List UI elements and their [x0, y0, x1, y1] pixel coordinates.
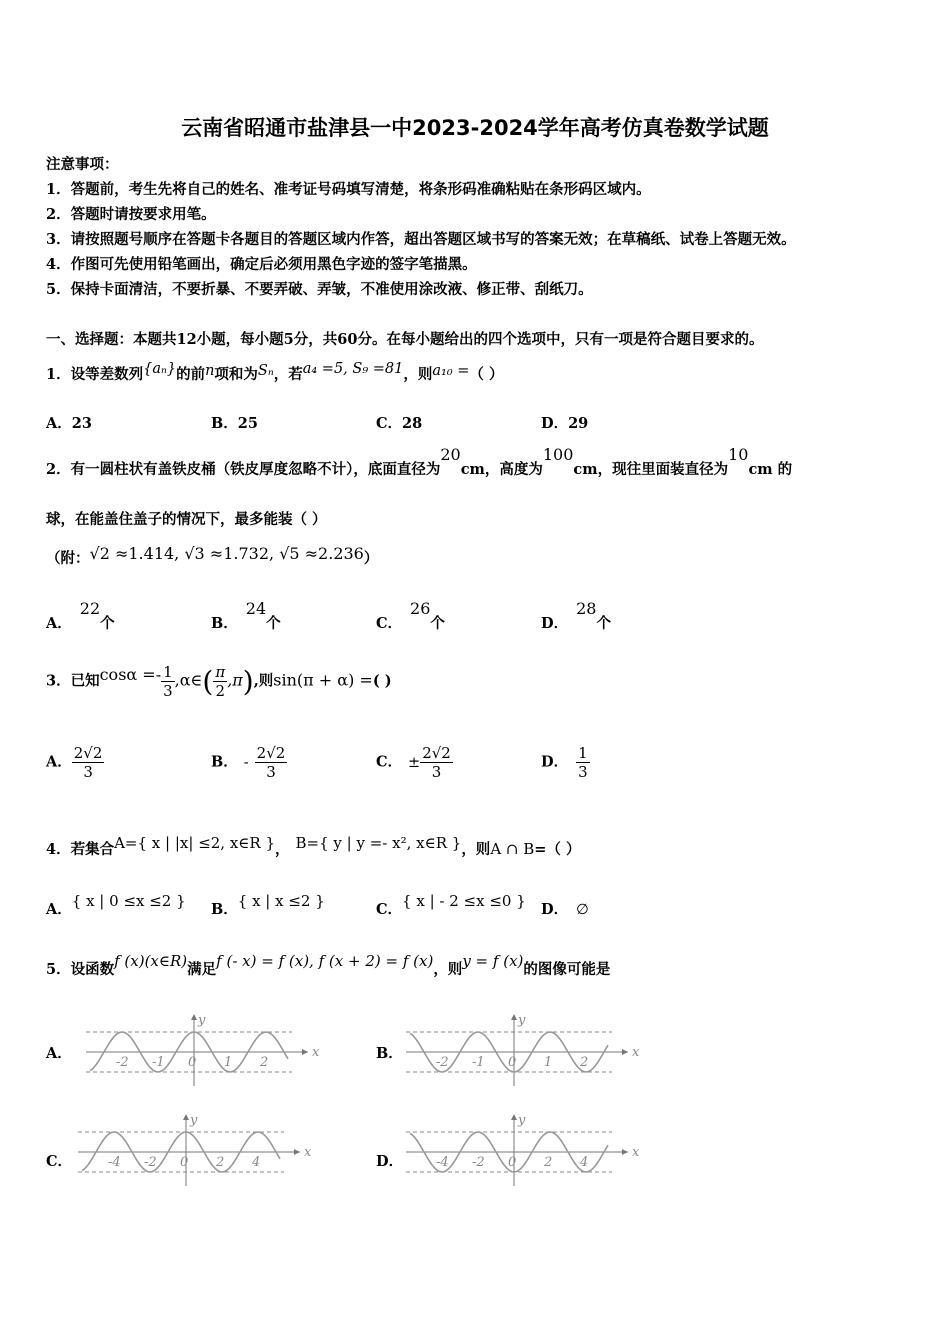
q5-graph-d[interactable]	[402, 1112, 642, 1190]
q4-text: ，	[275, 841, 290, 858]
question-2	[46, 445, 793, 479]
question-4	[46, 834, 581, 859]
question-2-line2: 球，在能盖住盖子的情况下，最多能装（ ）	[46, 511, 327, 528]
q3-math: cosα =-	[99, 664, 162, 684]
fraction-denominator: 3	[578, 763, 588, 781]
q3-option-a[interactable]	[46, 744, 104, 781]
note-item: 1．答题前，考生先将自己的姓名、准考证号码填写清楚，将条形码准确粘贴在条形码区域内。	[46, 181, 651, 198]
q1-option-d[interactable]	[541, 412, 588, 433]
option-value: 24	[245, 599, 267, 618]
q2-value: 20	[440, 445, 461, 464]
option-value: 28	[576, 599, 597, 618]
x-tick-label: -2	[144, 1155, 157, 1170]
option-value: 29	[568, 415, 589, 432]
y-axis-arrow	[183, 1114, 189, 1120]
x-axis-arrow	[302, 1049, 308, 1055]
q4-option-d[interactable]	[541, 898, 589, 919]
fraction-denominator: 3	[163, 682, 173, 700]
fraction-numerator: 1	[578, 744, 588, 762]
q2-text: 2．有一圆柱状有盖铁皮桶（铁皮厚度忽略不计），底面直径为	[46, 461, 441, 478]
x-tick-label: -2	[472, 1155, 485, 1170]
y-axis-label: y	[198, 1013, 206, 1028]
q3-text: ,则	[253, 672, 274, 690]
x-axis-label: x	[632, 1045, 640, 1060]
q1-option-a[interactable]	[46, 412, 92, 433]
option-value: { x | - 2 ≤x ≤0 }	[402, 892, 526, 910]
y-axis-arrow	[511, 1114, 517, 1120]
option-unit: 个	[266, 615, 281, 632]
q5-graph-a[interactable]	[82, 1012, 322, 1090]
q5-graph-b[interactable]	[402, 1012, 642, 1090]
q5-text: 满足	[187, 961, 217, 978]
x-axis-arrow	[622, 1149, 628, 1155]
page-title: 云南省昭通市盐津县一中2023-2024学年高考仿真卷数学试题	[181, 116, 769, 140]
q5-math: f (- x) = f (x), f (x + 2) = f (x)	[216, 952, 434, 970]
x-axis-arrow	[294, 1149, 300, 1155]
q2-option-a[interactable]	[46, 599, 115, 633]
x-tick-label: -4	[108, 1155, 121, 1170]
option-value: 26	[410, 599, 431, 618]
q5-math: y = f (x)	[462, 952, 524, 970]
q1-text: 的前	[176, 366, 206, 383]
q4-text: 4．若集合	[46, 841, 115, 858]
q2-value: 10	[728, 445, 749, 464]
q4-math: A={ x | |x| ≤2, x∈R }	[114, 834, 276, 852]
q1-option-b[interactable]	[211, 412, 258, 433]
option-label: A．	[46, 753, 72, 771]
q3-option-c[interactable]	[376, 744, 453, 781]
q1-text: 项和为	[214, 366, 258, 383]
note-item: 3．请按照题号顺序在答题卡各题目的答题区域内作答，超出答题区域书写的答案无效；在草稿纸、试卷上答题无效。	[46, 231, 796, 248]
fraction-numerator: 2√2	[73, 744, 103, 762]
q5-graph-c[interactable]	[74, 1112, 314, 1190]
q3-math: sin(π + α) =	[273, 670, 373, 690]
y-axis-arrow	[511, 1014, 517, 1020]
x-tick-label: -1	[152, 1055, 165, 1070]
q1-text: （ ）	[469, 366, 504, 383]
option-label: D．	[541, 415, 569, 432]
q4-text: =（ ）	[534, 841, 581, 858]
option-label: C．	[376, 753, 403, 771]
fraction-numerator: 2√2	[422, 744, 451, 762]
option-value: { x | x ≤2 }	[237, 892, 325, 910]
q2-note-text: ）	[363, 550, 379, 567]
question-3	[46, 663, 392, 700]
option-fraction	[576, 744, 590, 781]
q2-value: 100	[542, 445, 574, 464]
x-axis-label: x	[312, 1045, 320, 1060]
q2-note-text: （附：	[46, 550, 90, 567]
x-tick-label: -1	[472, 1055, 485, 1070]
x-tick-label: 0	[508, 1055, 517, 1070]
x-tick-label: 1	[544, 1055, 553, 1070]
q5-text: 的图像可能是	[523, 961, 611, 978]
q1-option-c[interactable]	[376, 412, 422, 433]
q1-text: ，若	[273, 366, 303, 383]
q4-option-a[interactable]	[46, 892, 186, 919]
x-axis-arrow	[622, 1049, 628, 1055]
q4-math: B={ y | y =- x², x∈R }	[295, 834, 462, 852]
note-item: 2．答题时请按要求用笔。	[46, 206, 216, 223]
option-value: 22	[79, 599, 101, 618]
x-tick-label: 4	[252, 1155, 261, 1170]
option-label: D．	[541, 615, 569, 632]
x-tick-label: 2	[216, 1155, 225, 1170]
x-tick-label: 2	[580, 1055, 589, 1070]
option-fraction	[420, 744, 453, 781]
q4-option-c[interactable]	[376, 892, 526, 919]
q4-math: A ∩ B	[490, 840, 535, 858]
x-axis-label: x	[632, 1145, 640, 1160]
question-2-note	[46, 544, 379, 568]
q2-note-math: √2 ≈1.414, √3 ≈1.732, √5 ≈2.236	[89, 544, 364, 563]
option-value: 28	[402, 415, 423, 432]
option-fraction	[255, 744, 288, 781]
q2-text: cm 的	[748, 461, 793, 478]
option-sign: ±	[408, 754, 421, 771]
q1-math: {aₙ}	[143, 361, 177, 377]
q1-text: ，则	[403, 366, 433, 383]
q1-math: Sₙ	[257, 363, 274, 379]
q2-option-b[interactable]	[211, 599, 281, 633]
option-label: A．	[46, 415, 72, 432]
right-paren: )	[242, 665, 254, 698]
q5-option-a-label[interactable]: A．	[46, 1045, 72, 1062]
q3-option-d[interactable]	[541, 744, 590, 781]
q5-option-b-label[interactable]: B．	[376, 1045, 403, 1062]
option-unit: 个	[596, 615, 611, 632]
q1-text: 1．设等差数列	[46, 366, 144, 383]
option-unit: 个	[100, 615, 115, 632]
note-item: 4．作图可先使用铅笔画出，确定后必须用黑色字迹的签字笔描黑。	[46, 256, 477, 273]
option-value: 23	[71, 415, 92, 432]
option-label: B．	[211, 753, 238, 771]
fraction-numerator: 1	[163, 663, 173, 681]
q3-option-b[interactable]	[211, 744, 287, 781]
q2-text: cm，高度为	[460, 461, 543, 478]
q1-math: a₁₀ =	[432, 363, 470, 379]
q3-text: 3．已知	[46, 672, 100, 690]
q3-math: ,α∈	[174, 670, 203, 690]
option-fraction	[72, 744, 105, 781]
y-axis-label: y	[190, 1113, 198, 1128]
option-unit: 个	[430, 615, 445, 632]
q1-math: a₄ =5, S₉ =81	[302, 361, 404, 377]
q2-text: cm，现往里面装直径为	[573, 461, 729, 478]
y-axis-arrow	[191, 1014, 197, 1020]
option-label: D．	[541, 901, 569, 918]
option-value: 25	[237, 415, 258, 432]
x-tick-label: 2	[544, 1155, 553, 1170]
q3-math: ,π	[227, 670, 243, 690]
y-axis-label: y	[518, 1113, 526, 1128]
q5-option-c-label[interactable]: C．	[46, 1153, 73, 1170]
y-axis-label: y	[518, 1013, 526, 1028]
notes-header: 注意事项：	[46, 156, 119, 173]
note-item: 5．保持卡面清洁，不要折暴、不要弄破、弄皱，不准使用涂改液、修正带、刮纸刀。	[46, 281, 593, 298]
x-tick-label: 2	[260, 1055, 269, 1070]
q3-fraction	[213, 663, 227, 700]
q5-option-d-label[interactable]: D．	[376, 1153, 404, 1170]
q4-option-b[interactable]	[211, 892, 325, 919]
option-label: B．	[211, 615, 238, 632]
x-tick-label: 0	[188, 1055, 197, 1070]
x-tick-label: -2	[436, 1055, 449, 1070]
option-value: { x | 0 ≤x ≤2 }	[71, 892, 186, 910]
x-tick-label: -4	[436, 1155, 449, 1170]
q1-math: n	[205, 363, 215, 379]
option-label: B．	[211, 415, 238, 432]
option-label: C．	[376, 415, 403, 432]
fraction-denominator: 3	[431, 763, 442, 781]
q4-text: ，则	[461, 841, 491, 858]
option-value: ∅	[576, 902, 589, 918]
q3-fraction	[161, 663, 175, 700]
option-label: A．	[46, 615, 72, 632]
option-label: B．	[211, 901, 238, 918]
option-label: D．	[541, 753, 569, 771]
x-tick-label: 1	[224, 1055, 233, 1070]
option-label: A．	[46, 901, 72, 918]
q5-text: 5．设函数	[46, 961, 115, 978]
question-5	[46, 952, 611, 979]
q5-math: f (x)(x∈R)	[114, 952, 188, 970]
fraction-denominator: 2	[215, 682, 226, 700]
fraction-numerator: 2√2	[256, 744, 286, 762]
option-label: C．	[376, 615, 403, 632]
fraction-denominator: 3	[266, 763, 276, 781]
q2-option-d[interactable]	[541, 599, 611, 633]
q5-text: ，则	[433, 961, 463, 978]
x-tick-label: 0	[508, 1155, 517, 1170]
fraction-numerator: π	[215, 663, 226, 681]
x-axis-label: x	[304, 1145, 312, 1160]
x-tick-label: -2	[116, 1055, 129, 1070]
question-1	[46, 363, 503, 384]
left-paren: (	[202, 665, 214, 698]
option-label: C．	[376, 901, 403, 918]
x-tick-label: 0	[180, 1155, 189, 1170]
option-sign: -	[243, 754, 249, 771]
x-tick-label: 4	[580, 1155, 589, 1170]
section-heading: 一、选择题：本题共12小题，每小题5分，共60分。在每小题给出的四个选项中，只有一项是符合题目要求的。	[46, 331, 764, 348]
q3-text: ( )	[372, 672, 392, 690]
fraction-denominator: 3	[83, 763, 93, 781]
q2-option-c[interactable]	[376, 599, 445, 633]
